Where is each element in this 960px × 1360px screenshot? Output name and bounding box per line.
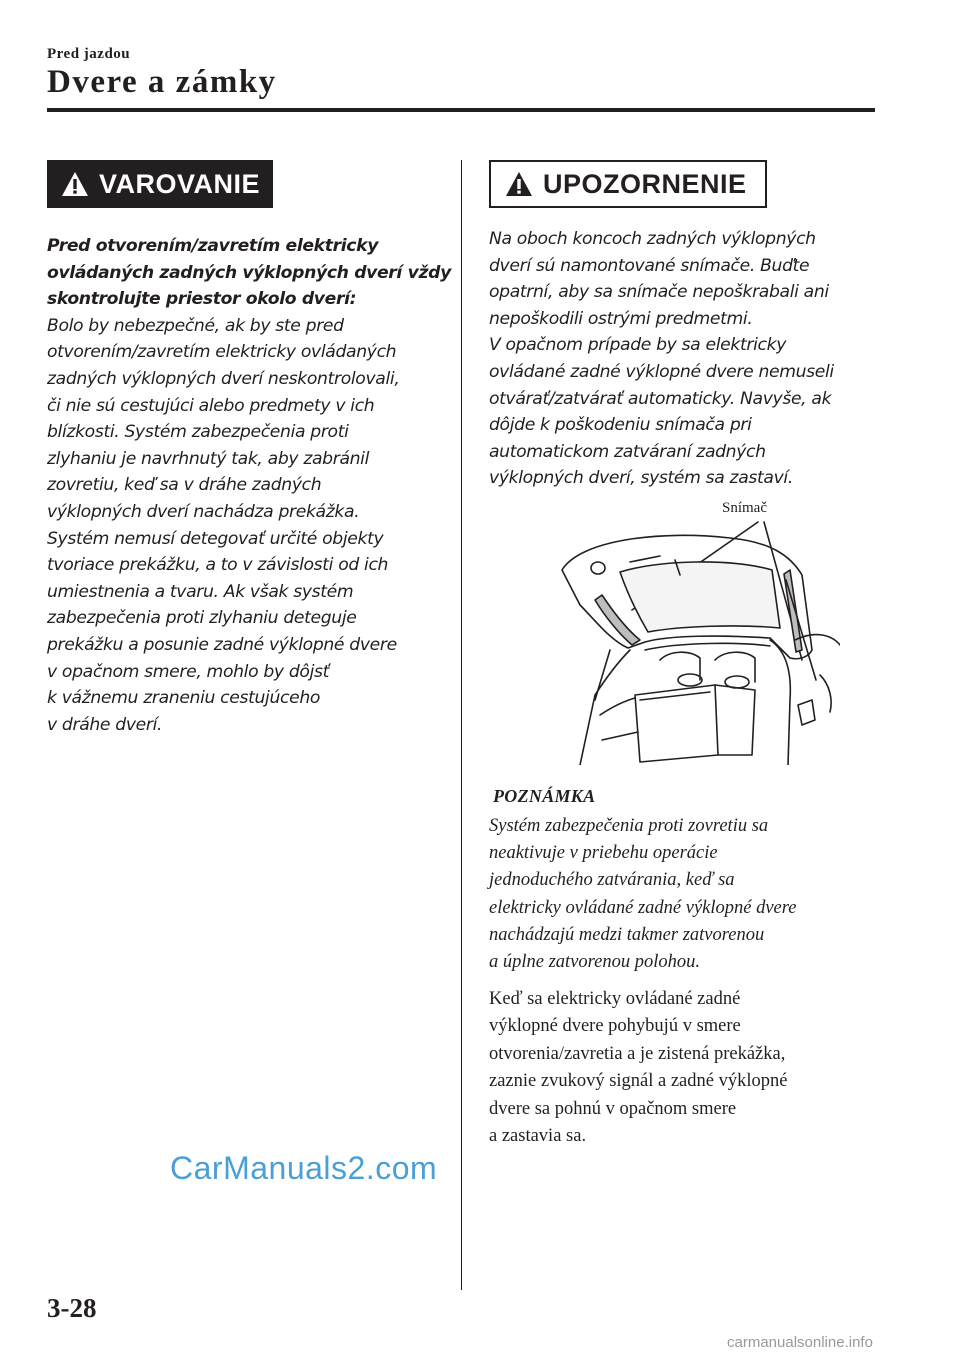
caution-line: dverí sú namontované snímače. Buďte (489, 255, 810, 276)
warning-label-box (47, 160, 273, 208)
body-line: dvere sa pohnú v opačnom smere (489, 1098, 737, 1119)
sensor-label: Snímač (722, 500, 767, 516)
warning-label: VAROVANIE (99, 168, 261, 199)
warning-line: k vážnemu zraneniu cestujúceho (47, 688, 321, 709)
footer-site-link[interactable]: carmanualsonline.info (727, 1334, 873, 1351)
note-line: neaktivuje v priebehu operácie (489, 843, 718, 864)
warning-line: Systém nemusí detegovať určité objekty (47, 528, 384, 549)
warning-line: zadných výklopných dverí neskontrolovali, (47, 368, 400, 389)
caution-text (489, 226, 874, 492)
section-title: Pred jazdou (47, 46, 131, 62)
warning-line: zabezpečenia proti zlyhaniu deteguje (47, 608, 357, 629)
caution-line: Na oboch koncoch zadných výklopných (489, 229, 816, 249)
body-line: zaznie zvukový signál a zadné výklopné (489, 1071, 788, 1092)
note-text (489, 813, 874, 976)
warning-line: Bolo by nebezpečné, ak by ste pred (47, 315, 344, 336)
warning-line: otvorením/zavretím elektricky ovládaných (47, 342, 397, 363)
caution-line: otvárať/zatvárať automaticky. Navyše, ak (489, 388, 832, 409)
body-line: Keď sa elektricky ovládané zadné (489, 989, 741, 1009)
caution-line: automatickom zatváraní zadných (489, 441, 766, 462)
header-rule (47, 108, 875, 112)
watermark: CarManuals2.com (170, 1150, 438, 1186)
warning-line: prekážku a posunie zadné výklopné dvere (47, 634, 397, 655)
warning-line: zlyhaniu je navrhnutý tak, aby zabránil (47, 448, 370, 469)
body-line: výklopné dvere pohybujú v smere (489, 1016, 741, 1037)
body-line: otvorenia/zavretia a je zistená prekážka, (489, 1043, 786, 1064)
warning-triangle-icon (61, 171, 89, 197)
caution-line: V opačnom prípade by sa elektricky (489, 335, 787, 356)
body-line: a zastavia sa. (489, 1126, 587, 1147)
warning-bold-line: Pred otvorením/zavretím elektricky (47, 236, 379, 256)
caution-line: nepoškodili ostrými predmetmi. (489, 308, 753, 329)
warning-text (47, 233, 451, 738)
warning-line: zovretiu, keď sa v dráhe zadných (47, 475, 322, 496)
note-line: a úplne zatvorenou polohou. (489, 952, 701, 973)
tailgate-illustration (540, 500, 840, 765)
warning-bold-line: ovládaných zadných výklopných dverí vždy (47, 262, 451, 283)
body-paragraph (489, 986, 874, 1150)
note-line: elektricky ovládané zadné výklopné dvere (489, 897, 797, 918)
warning-line: či nie sú cestujúci alebo predmety v ich (47, 395, 375, 416)
warning-line: blízkosti. Systém zabezpečenia proti (47, 422, 349, 443)
caution-label: UPOZORNENIE (543, 168, 747, 199)
column-divider (461, 160, 462, 1290)
warning-line: výklopných dverí nachádza prekážka. (47, 501, 360, 522)
warning-line: umiestnenia a tvaru. Ak však systém (47, 581, 354, 602)
warning-line: tvoriace prekážku, a to v závislosti od ich (47, 555, 389, 576)
note-heading: POZNÁMKA (493, 786, 596, 806)
caution-line: opatrní, aby sa snímače nepoškrabali ani (489, 282, 829, 303)
caution-line: ovládané zadné výklopné dvere nemuseli (489, 361, 834, 382)
warning-line: v opačnom smere, mohlo by dôjsť (47, 661, 329, 682)
note-line: nachádzajú medzi takmer zatvorenou (489, 924, 765, 945)
page-title: Dvere a zámky (47, 64, 277, 100)
note-line: jednoduchého zatvárania, keď sa (489, 870, 735, 891)
caution-label-box (489, 160, 767, 208)
warning-line: v dráhe dverí. (47, 714, 163, 735)
page-number: 3-28 (47, 1293, 97, 1323)
note-line: Systém zabezpečenia proti zovretiu sa (489, 816, 769, 836)
warning-triangle-icon (505, 171, 533, 197)
caution-line: dôjde k poškodeniu snímača pri (489, 415, 752, 436)
warning-bold-line: skontrolujte priestor okolo dverí: (47, 289, 357, 310)
caution-line: výklopných dverí, systém sa zastaví. (489, 468, 793, 489)
